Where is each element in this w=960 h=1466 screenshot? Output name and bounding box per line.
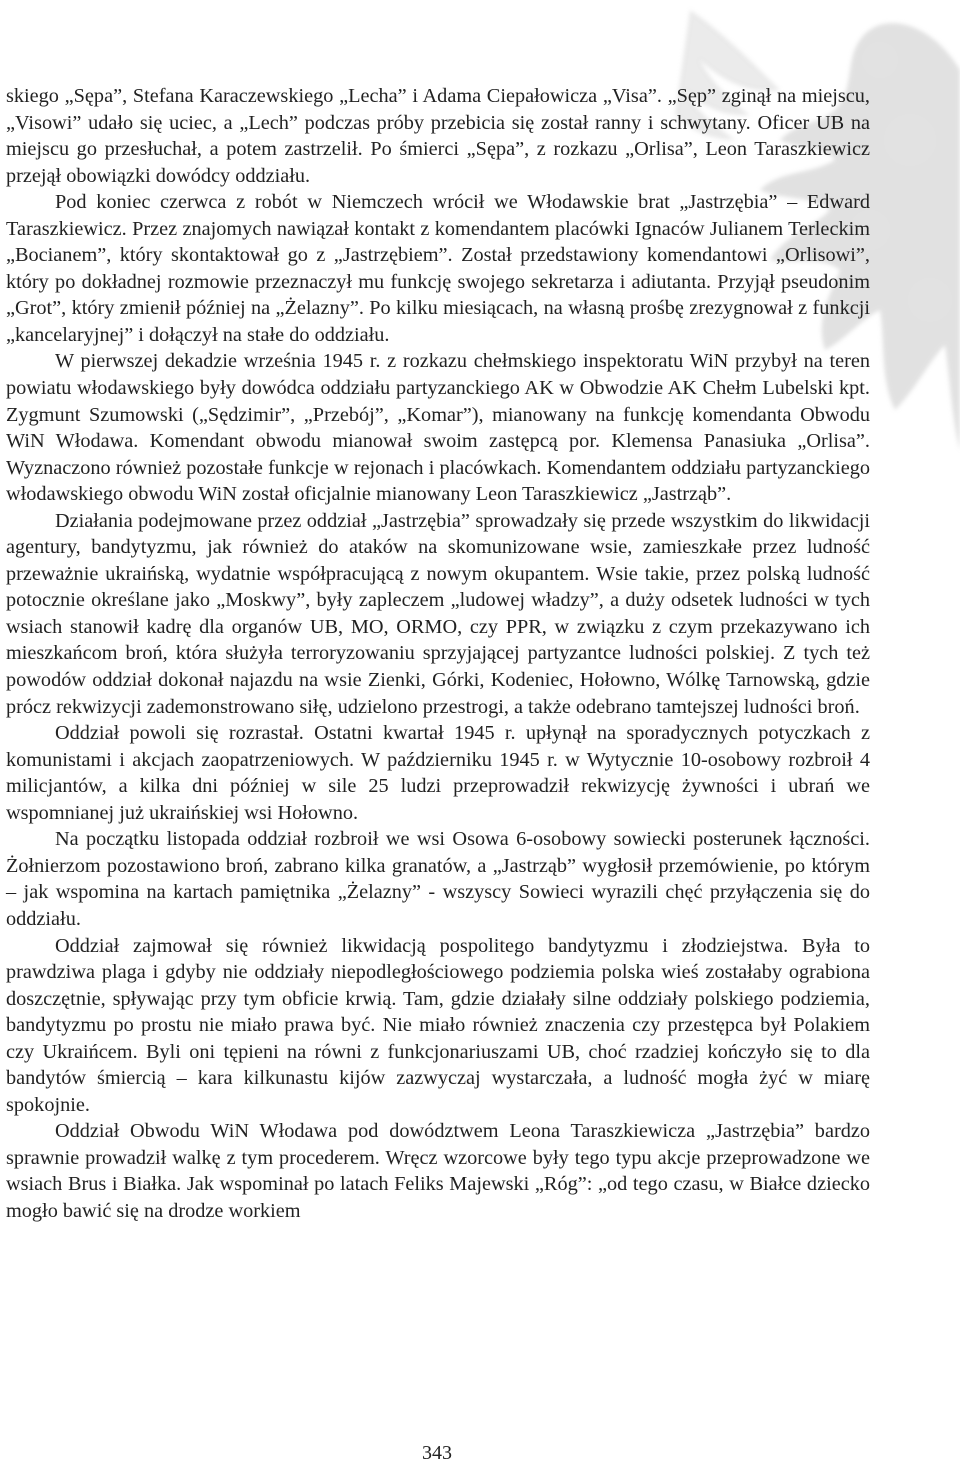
paragraph: Pod koniec czerwca z robót w Niemczech wrócił we Włodawskie brat „Jastrzębia” – Edward Taraszkiewicz. Przez znajomych nawiązał kontakt z komendantem placówki Ignaców Julianem Terleckim „Bocianem”, który skontaktował go z „Jastrzębiem”. Został przedstawiony komendantowi „Orlisowi”, który po dokładnej rozmowie przeznaczył mu funkcję swojego sekretarza i adiutanta. Przyjął pseudonim „Grot”, który zmienił później na „Żelazny”. Po kilku miesiącach, na własną prośbę zrezygnował z funkcji „kancelaryjnej” i dołączył na stałe do oddziału. xyxy=(6,191,870,346)
paragraph: W pierwszej dekadzie września 1945 r. z rozkazu chełmskiego inspektoratu WiN przybył na teren powiatu włodawskiego były dowódca oddziału partyzanckiego AK w Obwodzie AK Chełm Lubelski kpt. Zygmunt Szumowski („Sędzimir”, „Przebój”, „Komar”), mianowany na funkcję komendanta Obwodu WiN Włodawa. Komendant obwodu mianował swoim zastępcą por. Klemensa Panasiuka „Orlisa”. Wyznaczono również pozostałe funkcje w rejonach i placówkach. Komendantem oddziału partyzanckiego włodawskiego obwodu WiN został oficjalnie mianowany Leon Taraszkiewicz „Jastrząb”. xyxy=(6,350,870,506)
paragraph: Oddział zajmował się również likwidacją pospolitego bandytyzmu i złodziejstwa. Była to prawdziwa plaga i gdyby nie oddziały niepodległościowego podziemia polska wieś zostałaby ograbiona doszczętnie, spływając przy tym obficie krwią. Tam, gdzie działały silne oddziały polskiego podziemia, bandytyzmu po prostu nie miało prawa być. Nie miało również znaczenia czy przestępca był Polakiem czy Ukraińcem. Byli oni tępieni na równi z funkcjonariuszami UB, choć rzadziej kończyło się to dla bandytów śmiercią – kara kilkunastu kijów zazwyczaj wystarczała, a ludność mogła żyć w miarę spokojnie. xyxy=(6,934,870,1116)
paragraph: skiego „Sępa”, Stefana Karaczewskiego „Lecha” i Adama Ciepałowicza „Visa”. „Sęp” zginął na miejscu, „Visowi” udało się uciec, a „Lech” podczas próby przebicia się został ranny i schwytany. Oficer UB na miejscu go przesłuchał, a potem zastrzelił. Po śmierci „Sępa”, z rozkazu „Orlisa”, Leon Taraszkiewicz przejął obowiązki dowódcy oddziału. xyxy=(6,85,870,187)
paragraph: Oddział Obwodu WiN Włodawa pod dowództwem Leona Taraszkiewicza „Jastrzębia” bardzo sprawnie prowadził walkę z tym procederem. Wręcz wzorcowe były tego typu akcje przeprowadzone we wsiach Brus i Białka. Jak wspominał po latach Feliks Majewski „Róg”: „od tego czasu, w Białce dziecko mogło bawić się na drodze workiem xyxy=(6,1120,870,1222)
paragraph: Oddział powoli się rozrastał. Ostatni kwartał 1945 r. upłynął na sporadycznych potyczkach z komunistami i akcjach zaopatrzeniowych. W październiku 1945 r. w Wytycznie 10-osobowy rozbroił 4 milicjantów, a kilka dni później w sile 25 ludzi przeprowadził rekwizycję żywności i ubrań we wspomnianej już ukraińskiej wsi Hołowno. xyxy=(6,722,870,824)
paragraph: Działania podejmowane przez oddział „Jastrzębia” sprowadzały się przede wszystkim do likwidacji agentury, bandytyzmu, jak również do ataków na skomunizowane wsie, zamieszkałe przez ludność przeważnie ukraińską, wydatnie współpracującą z nowym okupantem. Wsie takie, przez polską ludność potocznie określane jako „Moskwy”, były zapleczem „ludowej władzy”, a duży odsetek ludności w tych wsiach stanowił kadrę dla organów UB, MO, ORMO, czy PPR, w związku z czym przekazywano ich mieszkańcom broń, która służyła terroryzowaniu sprzyjającej partyzantce ludności polskiej. Z tych też powodów oddział dokonał najazdu na wsie Zienki, Górki, Kodeniec, Hołowno, Wólkę Tarnowską, gdzie prócz rekwizycji zademonstrowano siłę, udzielono przestrogi, a także odebrano tamtejszej ludności broń. xyxy=(6,509,870,718)
page-number: 343 xyxy=(422,1442,452,1464)
body-text xyxy=(6,83,870,1225)
paragraph: Na początku listopada oddział rozbroił we wsi Osowa 6-osobowy sowiecki posterunek łączności. Żołnierzom pozostawiono broń, zabrano kilka granatów, a „Jastrząb” wygłosił przemówienie, po którym – jak wspomina na kartach pamiętnika „Żelazny” - wszyscy Sowieci wyrazili chęć przyłączenia się do oddziału. xyxy=(6,828,870,930)
